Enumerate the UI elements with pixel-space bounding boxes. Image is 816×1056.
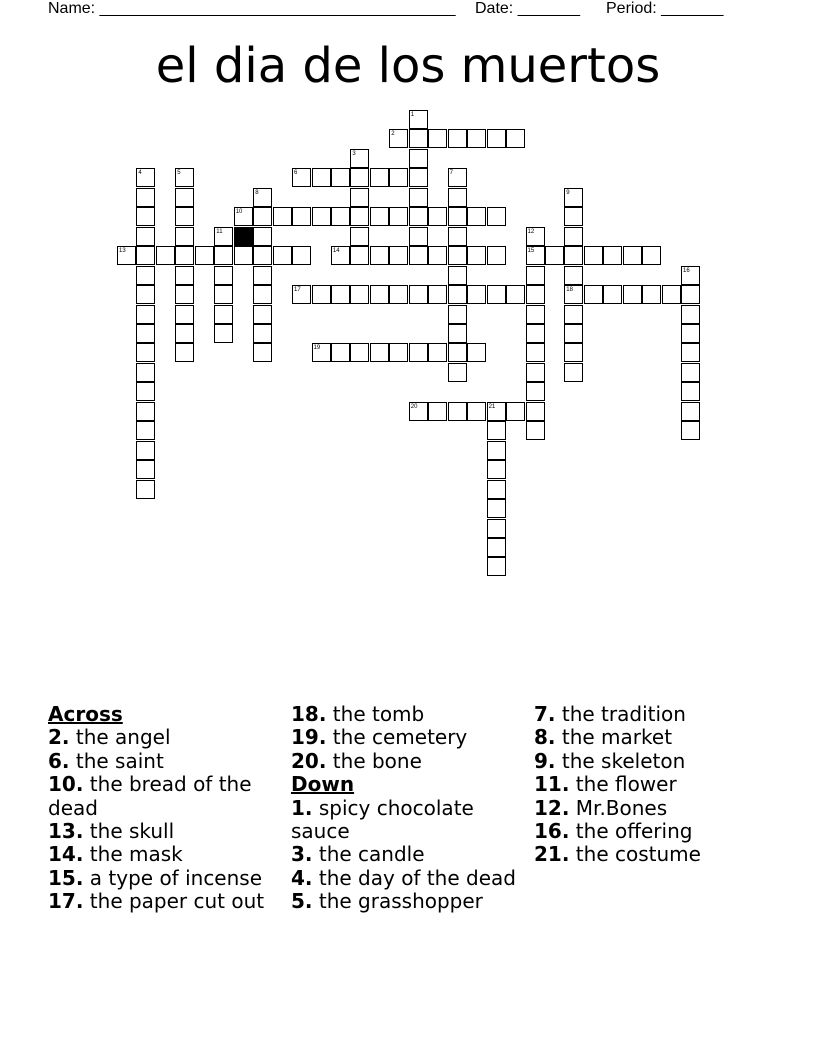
down-clue: 4. the day of the dead <box>291 865 516 890</box>
grid-cell[interactable] <box>214 246 233 265</box>
grid-cell[interactable] <box>526 402 545 421</box>
grid-cell[interactable] <box>681 324 700 343</box>
grid-cell[interactable] <box>136 207 155 226</box>
grid-cell[interactable] <box>564 324 583 343</box>
grid-cell[interactable] <box>564 305 583 324</box>
grid-cell[interactable] <box>642 285 661 304</box>
grid-cell[interactable] <box>409 207 428 226</box>
grid-cell[interactable] <box>506 402 525 421</box>
name-field-label: Name: ________________________________________ <box>48 0 456 17</box>
grid-cell[interactable] <box>487 421 506 440</box>
grid-cell[interactable] <box>350 246 369 265</box>
cell-number: 17 <box>294 287 301 293</box>
cell-number: 10 <box>235 209 243 216</box>
grid-cell[interactable] <box>273 246 292 265</box>
grid-cell[interactable] <box>487 207 506 226</box>
grid-cell[interactable] <box>409 188 428 207</box>
grid-cell[interactable] <box>526 266 545 285</box>
across-clue: 13. the skull <box>48 819 175 844</box>
grid-cell[interactable] <box>253 343 272 362</box>
grid-cell[interactable] <box>312 207 331 226</box>
grid-cell[interactable] <box>214 285 233 304</box>
black-grid-cell <box>234 227 253 246</box>
grid-cell[interactable] <box>448 227 467 246</box>
grid-cell[interactable] <box>253 324 272 343</box>
grid-cell[interactable] <box>428 129 447 148</box>
grid-cell[interactable] <box>564 227 583 246</box>
grid-cell[interactable] <box>370 285 389 304</box>
cell-number: 3 <box>352 150 356 157</box>
grid-cell[interactable] <box>175 207 194 226</box>
grid-cell[interactable] <box>175 188 194 207</box>
grid-cell[interactable] <box>448 305 467 324</box>
grid-cell[interactable] <box>350 285 369 304</box>
grid-cell[interactable] <box>584 246 603 265</box>
grid-cell[interactable] <box>136 421 155 440</box>
grid-cell[interactable] <box>350 227 369 246</box>
grid-cell[interactable] <box>253 246 272 265</box>
grid-cell[interactable] <box>642 246 661 265</box>
grid-cell[interactable] <box>681 363 700 382</box>
grid-cell[interactable] <box>448 285 467 304</box>
grid-cell[interactable] <box>526 324 545 343</box>
grid-cell[interactable] <box>487 480 506 499</box>
cell-number: 4 <box>138 170 142 177</box>
cell-number: 7 <box>449 170 453 177</box>
grid-cell[interactable] <box>409 246 428 265</box>
grid-cell[interactable] <box>487 557 506 576</box>
across-clue: 15. a type of incense <box>48 865 263 890</box>
grid-cell[interactable] <box>428 343 447 362</box>
down-clue: 1. spicy chocolate sauce <box>291 795 474 844</box>
grid-cell[interactable] <box>467 246 486 265</box>
grid-cell[interactable] <box>623 285 642 304</box>
grid-cell[interactable] <box>273 207 292 226</box>
across-clue: 20. the bone <box>291 748 422 773</box>
grid-cell[interactable] <box>448 266 467 285</box>
grid-cell[interactable] <box>175 324 194 343</box>
grid-cell[interactable] <box>370 246 389 265</box>
grid-cell[interactable] <box>487 538 506 557</box>
grid-cell[interactable] <box>487 460 506 479</box>
grid-cell[interactable] <box>331 207 350 226</box>
grid-cell[interactable] <box>526 382 545 401</box>
grid-cell[interactable] <box>350 188 369 207</box>
grid-cell[interactable] <box>331 343 350 362</box>
period-field-label: Period: _______ <box>606 0 724 17</box>
grid-cell[interactable] <box>370 168 389 187</box>
grid-cell[interactable] <box>428 285 447 304</box>
down-clue: 12. Mr.Bones <box>534 795 668 820</box>
grid-cell[interactable] <box>175 343 194 362</box>
grid-cell[interactable] <box>681 343 700 362</box>
grid-cell[interactable] <box>487 519 506 538</box>
date-field-label: Date: _______ <box>475 0 580 17</box>
grid-cell[interactable] <box>331 285 350 304</box>
cell-number: 5 <box>177 170 181 177</box>
grid-cell[interactable] <box>409 343 428 362</box>
grid-cell[interactable] <box>350 207 369 226</box>
grid-cell[interactable] <box>389 285 408 304</box>
cell-number: 15 <box>527 248 535 255</box>
grid-cell[interactable] <box>389 207 408 226</box>
grid-cell[interactable] <box>681 382 700 401</box>
across-clue: 14. the mask <box>48 842 183 867</box>
grid-cell[interactable] <box>564 246 583 265</box>
cell-number: 8 <box>255 189 259 196</box>
grid-cell[interactable] <box>564 363 583 382</box>
down-clue: 16. the offering <box>534 819 693 844</box>
cell-number: 2 <box>391 131 395 138</box>
grid-cell[interactable] <box>136 382 155 401</box>
grid-cell[interactable] <box>389 343 408 362</box>
cell-number: 19 <box>313 345 321 352</box>
grid-cell[interactable] <box>409 149 428 168</box>
grid-cell[interactable] <box>448 129 467 148</box>
grid-cell[interactable] <box>564 343 583 362</box>
clues-column-1 <box>48 703 283 914</box>
grid-cell[interactable] <box>253 285 272 304</box>
grid-cell[interactable] <box>681 305 700 324</box>
grid-cell[interactable] <box>526 363 545 382</box>
down-clue: 8. the market <box>534 725 673 750</box>
grid-cell[interactable] <box>292 246 311 265</box>
across-clue: 19. the cemetery <box>291 725 468 750</box>
grid-cell[interactable] <box>136 441 155 460</box>
grid-cell[interactable] <box>428 402 447 421</box>
cell-number: 20 <box>410 403 418 410</box>
down-heading: Down <box>291 772 355 797</box>
grid-cell[interactable] <box>389 246 408 265</box>
grid-cell[interactable] <box>506 285 525 304</box>
grid-cell[interactable] <box>448 363 467 382</box>
grid-cell[interactable] <box>292 207 311 226</box>
clues-column-2 <box>291 703 526 914</box>
grid-cell[interactable] <box>564 207 583 226</box>
grid-cell[interactable] <box>603 246 622 265</box>
grid-cell[interactable] <box>467 285 486 304</box>
down-clue: 21. the costume <box>534 842 701 867</box>
grid-cell[interactable] <box>448 188 467 207</box>
grid-cell[interactable] <box>409 129 428 148</box>
grid-cell[interactable] <box>253 207 272 226</box>
across-clue: 10. the bread of the dead <box>48 772 252 820</box>
grid-cell[interactable] <box>370 207 389 226</box>
grid-cell[interactable] <box>136 266 155 285</box>
grid-cell[interactable] <box>175 305 194 324</box>
grid-cell[interactable] <box>681 285 700 304</box>
grid-cell[interactable] <box>603 285 622 304</box>
across-clue: 2. the angel <box>48 725 171 750</box>
grid-cell[interactable] <box>350 168 369 187</box>
down-clue: 7. the tradition <box>534 702 686 726</box>
grid-cell[interactable] <box>175 246 194 265</box>
grid-cell[interactable] <box>350 343 369 362</box>
grid-cell[interactable] <box>623 246 642 265</box>
grid-cell[interactable] <box>312 168 331 187</box>
grid-cell[interactable] <box>312 285 331 304</box>
grid-cell[interactable] <box>136 285 155 304</box>
grid-cell[interactable] <box>136 324 155 343</box>
down-clue: 3. the candle <box>291 842 425 867</box>
grid-cell[interactable] <box>448 343 467 362</box>
grid-cell[interactable] <box>487 285 506 304</box>
grid-cell[interactable] <box>370 343 389 362</box>
grid-cell[interactable] <box>564 266 583 285</box>
grid-cell[interactable] <box>214 305 233 324</box>
cell-number: 12 <box>527 228 535 235</box>
grid-cell[interactable] <box>136 363 155 382</box>
grid-cell[interactable] <box>526 305 545 324</box>
grid-cell[interactable] <box>136 480 155 499</box>
grid-cell[interactable] <box>487 129 506 148</box>
grid-cell[interactable] <box>487 246 506 265</box>
cell-number: 1 <box>410 112 415 118</box>
grid-cell[interactable] <box>487 499 506 518</box>
grid-cell[interactable] <box>195 246 214 265</box>
grid-cell[interactable] <box>526 285 545 304</box>
cell-number: 13 <box>119 248 126 255</box>
cell-number: 18 <box>566 287 573 293</box>
grid-cell[interactable] <box>234 246 253 265</box>
grid-cell[interactable] <box>448 324 467 343</box>
grid-cell[interactable] <box>487 441 506 460</box>
grid-cell[interactable] <box>584 285 603 304</box>
grid-cell[interactable] <box>253 305 272 324</box>
grid-cell[interactable] <box>136 460 155 479</box>
grid-cell[interactable] <box>389 168 408 187</box>
cell-number: 11 <box>216 228 223 235</box>
puzzle-title: el dia de los muertos <box>155 38 661 94</box>
cell-number: 9 <box>566 189 570 196</box>
across-clue: 17. the paper cut out <box>48 889 265 914</box>
down-clue: 11. the flower <box>534 772 677 797</box>
grid-cell[interactable] <box>467 343 486 362</box>
across-heading: Across <box>48 702 123 726</box>
grid-cell[interactable] <box>467 129 486 148</box>
grid-cell[interactable] <box>156 246 175 265</box>
grid-cell[interactable] <box>526 421 545 440</box>
down-clue: 5. the grasshopper <box>291 889 483 914</box>
grid-cell[interactable] <box>467 207 486 226</box>
grid-cell[interactable] <box>448 207 467 226</box>
grid-cell[interactable] <box>448 402 467 421</box>
grid-cell[interactable] <box>448 246 467 265</box>
cell-number: 6 <box>294 170 298 177</box>
grid-cell[interactable] <box>467 402 486 421</box>
grid-cell[interactable] <box>526 343 545 362</box>
grid-cell[interactable] <box>175 266 194 285</box>
grid-cell[interactable] <box>409 168 428 187</box>
grid-cell[interactable] <box>331 168 350 187</box>
cell-number: 16 <box>683 267 690 274</box>
down-clue: 9. the skeleton <box>534 748 686 773</box>
grid-cell[interactable] <box>136 188 155 207</box>
grid-cell[interactable] <box>175 285 194 304</box>
cell-number: 21 <box>488 403 496 410</box>
grid-cell[interactable] <box>409 285 428 304</box>
grid-cell[interactable] <box>175 227 194 246</box>
grid-cell[interactable] <box>428 246 447 265</box>
grid-cell[interactable] <box>136 402 155 421</box>
grid-cell[interactable] <box>409 227 428 246</box>
grid-cell[interactable] <box>214 266 233 285</box>
grid-cell[interactable] <box>136 246 155 265</box>
clues-column-3 <box>534 703 769 867</box>
grid-cell[interactable] <box>545 246 564 265</box>
grid-cell[interactable] <box>662 285 681 304</box>
cell-number: 14 <box>332 248 340 255</box>
across-clue: 6. the saint <box>48 748 164 773</box>
grid-cell[interactable] <box>681 421 700 440</box>
across-clue: 18. the tomb <box>291 702 425 726</box>
grid-cell[interactable] <box>506 129 525 148</box>
grid-cell[interactable] <box>136 227 155 246</box>
grid-cell[interactable] <box>253 266 272 285</box>
grid-cell[interactable] <box>428 207 447 226</box>
grid-cell[interactable] <box>136 305 155 324</box>
grid-cell[interactable] <box>253 227 272 246</box>
grid-cell[interactable] <box>214 324 233 343</box>
grid-cell[interactable] <box>681 402 700 421</box>
grid-cell[interactable] <box>136 343 155 362</box>
